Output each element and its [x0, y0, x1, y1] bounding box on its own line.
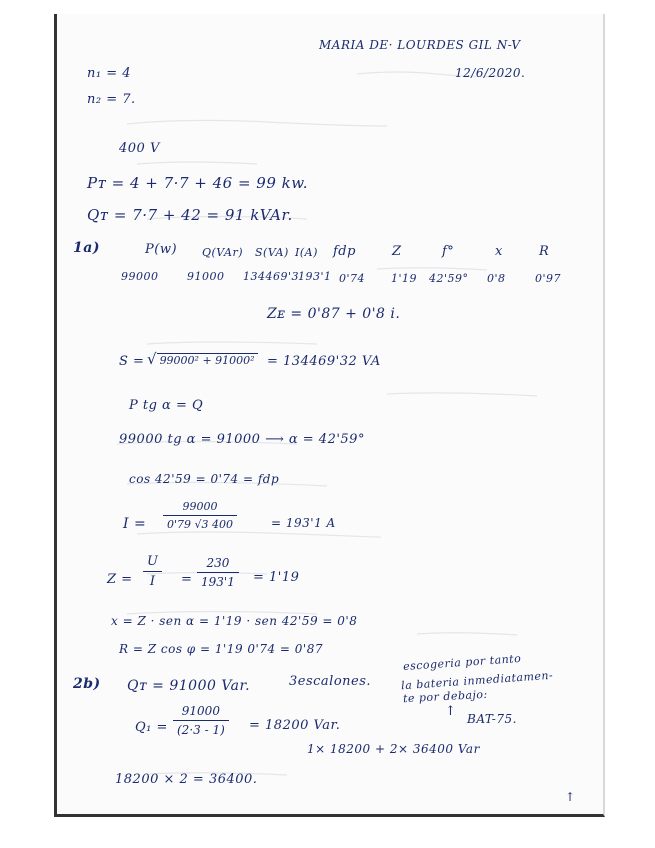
- table-cell: 1'19: [391, 272, 418, 285]
- table-cell: 193'1: [298, 270, 332, 283]
- total-reactive-power: Qᴛ = 7·7 + 42 = 91 kVAr.: [87, 206, 293, 224]
- table-cell: 0'74: [339, 272, 366, 285]
- note-line-2: la bateria inmediatamen-: [400, 668, 554, 693]
- equals-sign: =: [181, 572, 193, 587]
- table-header: x: [495, 244, 503, 259]
- table-header: f°: [442, 244, 455, 259]
- reactance-equation: x = Z · sen α = 1'19 · sen 42'59 = 0'8: [111, 614, 358, 628]
- impedance-label: Z =: [107, 572, 133, 587]
- power-relation: P tg α = Q: [129, 398, 204, 413]
- note-line-1: escogeria por tanto: [402, 651, 522, 674]
- table-cell: 91000: [187, 270, 225, 283]
- step-power-numerator: 91000: [173, 704, 229, 721]
- impedance-value-fraction: [197, 556, 239, 589]
- date: 12/6/2020.: [455, 66, 526, 80]
- given-voltage: 400 V: [119, 141, 160, 156]
- table-header: I(A): [295, 246, 318, 259]
- table-header: Q(VAr): [202, 246, 244, 259]
- current-label: I =: [123, 516, 147, 532]
- part-b-label: 2b): [73, 676, 101, 692]
- table-header: S(VA): [255, 246, 289, 259]
- step-power-result: = 18200 Var.: [249, 718, 341, 733]
- apparent-power-label: S =: [119, 354, 145, 369]
- double-step: 18200 × 2 = 36400.: [115, 772, 258, 787]
- step-power-denominator: (2·3 - 1): [177, 723, 225, 737]
- page-mark-icon: ↑: [565, 790, 576, 804]
- note-line-3: te por debajo:: [402, 687, 489, 706]
- table-header: Z: [392, 244, 402, 259]
- table-cell: 99000: [121, 270, 159, 283]
- current-denominator: 0'79 √3 400: [167, 518, 234, 531]
- phase-voltage: 230: [197, 556, 239, 573]
- student-name: MARIA DE· LOURDES GIL N-V: [319, 38, 521, 52]
- table-cell: 0'8: [487, 272, 506, 285]
- table-header: R: [539, 244, 550, 259]
- voltage-symbol: U: [143, 554, 162, 572]
- line-current: 193'1: [201, 575, 235, 589]
- angle-equation: 99000 tg α = 91000 ⟶ α = 42'59°: [119, 432, 365, 447]
- current-numerator: 99000: [163, 500, 237, 516]
- given-n1: n₁ = 4: [87, 66, 132, 81]
- answer-sheet: [54, 14, 605, 817]
- table-header: P(w): [145, 242, 178, 257]
- total-active-power: Pᴛ = 4 + 7·7 + 46 = 99 kw.: [87, 174, 309, 192]
- step-power-label: Q₁ =: [135, 720, 168, 735]
- square-root: √ 99000² + 91000²: [147, 350, 258, 368]
- table-header: fdp: [333, 244, 356, 259]
- step-power-fraction: [173, 704, 229, 737]
- resistance-equation: R = Z cos φ = 1'19 0'74 = 0'87: [119, 642, 323, 656]
- apparent-power-result: = 134469'32 VA: [267, 354, 381, 369]
- given-n2: n₂ = 7.: [87, 92, 136, 107]
- arrow-up-icon: ↑: [445, 704, 457, 719]
- number-of-steps: 3escalones.: [289, 674, 372, 689]
- square-root-radicand: 99000² + 91000²: [157, 353, 258, 367]
- bank-combination: 1× 18200 + 2× 36400 Var: [307, 742, 480, 756]
- impedance-result: = 1'19: [253, 570, 300, 585]
- impedance-fraction: [143, 554, 162, 589]
- table-cell: 134469'3: [243, 270, 300, 283]
- reactive-power-total: Qᴛ = 91000 Var.: [127, 678, 251, 694]
- table-cell: 0'97: [535, 272, 562, 285]
- equivalent-impedance: Zᴇ = 0'87 + 0'8 i.: [267, 306, 401, 322]
- current-result: = 193'1 A: [271, 516, 336, 530]
- table-cell: 42'59°: [429, 272, 469, 285]
- current-symbol: I: [149, 574, 156, 589]
- bleed-through-marks: [57, 14, 603, 814]
- power-factor-equation: cos 42'59 = 0'74 = fdp: [129, 472, 280, 486]
- current-fraction: [163, 500, 237, 531]
- part-a-label: 1a): [73, 240, 100, 256]
- selected-battery: BAT-75.: [467, 712, 517, 726]
